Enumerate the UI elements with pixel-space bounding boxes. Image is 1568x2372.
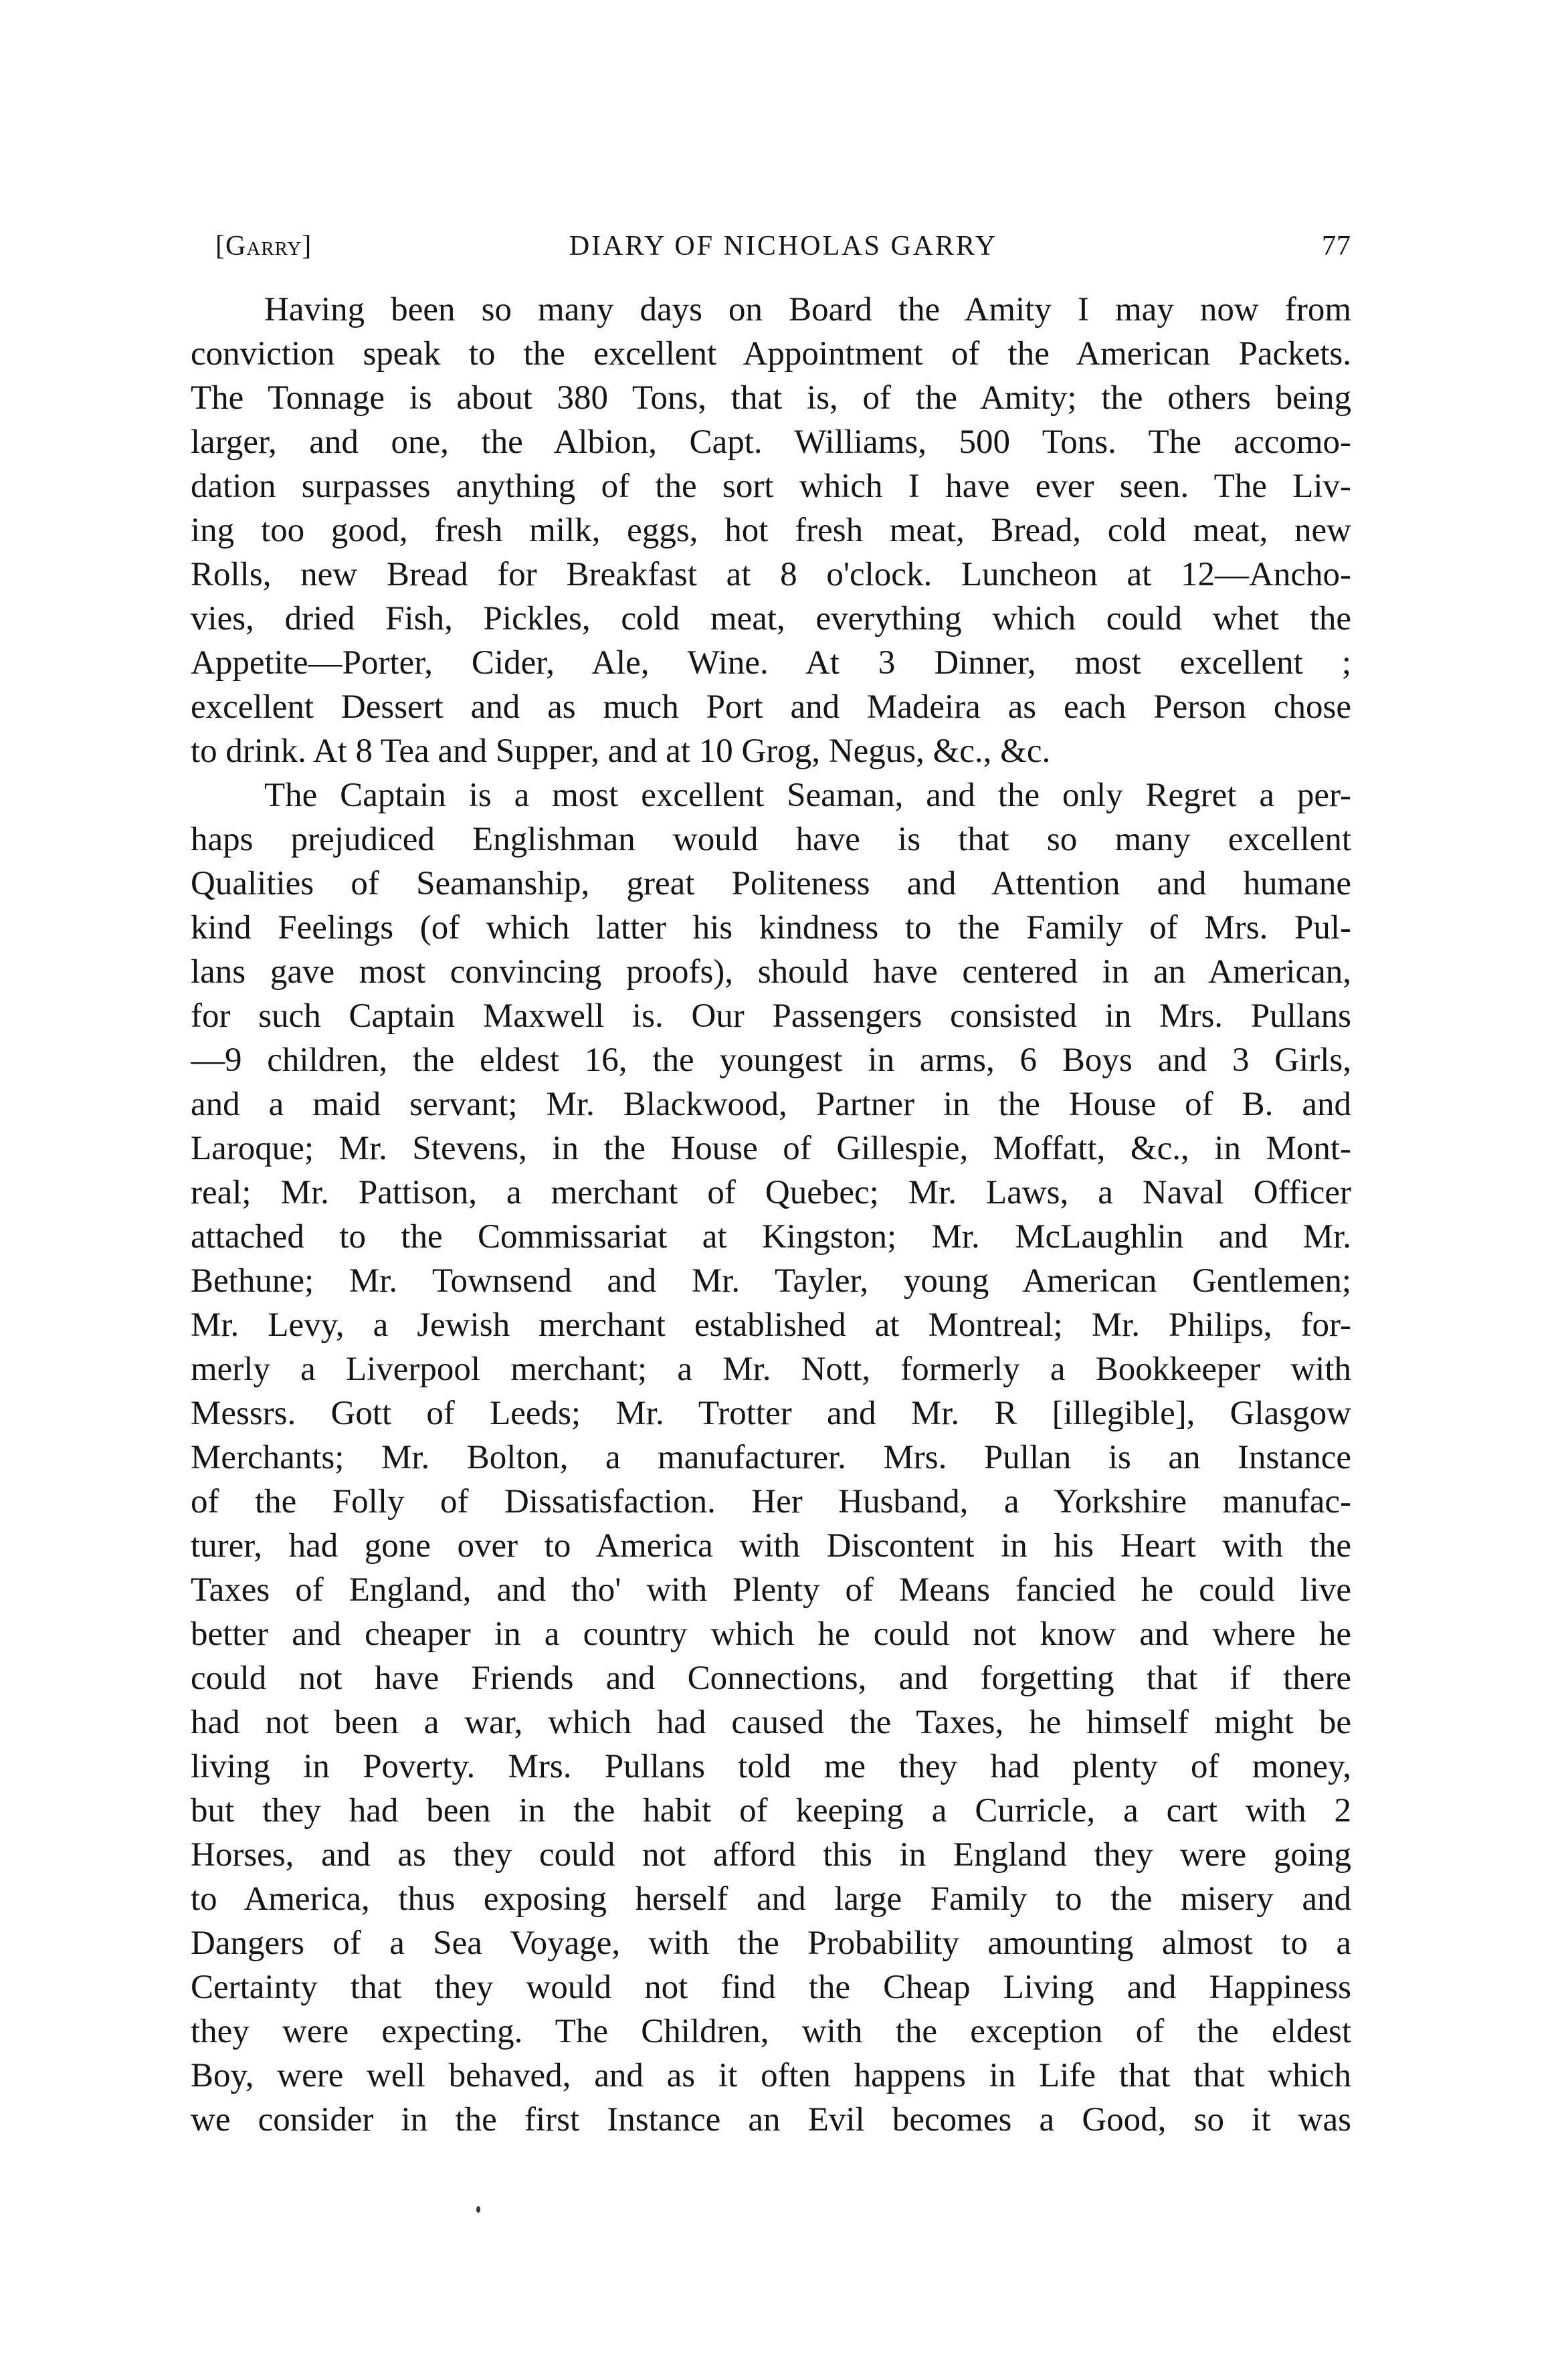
text-line: and a maid servant; Mr. Blackwood, Partner in the House of B. and: [191, 1086, 1351, 1123]
body-text: [191, 288, 1351, 2142]
text-line: Laroque; Mr. Stevens, in the House of Gillespie, Moffatt, &c., in Mont-: [191, 1130, 1351, 1167]
text-line: Dangers of a Sea Voyage, with the Probability amounting almost to a: [191, 1924, 1351, 1962]
text-line: of the Folly of Dissatisfaction. Her Husband, a Yorkshire manufac-: [191, 1483, 1351, 1520]
text-line: they were expecting. The Children, with the exception of the eldest: [191, 2013, 1351, 2050]
running-head-author: [Garry]: [215, 231, 312, 262]
text-line: turer, had gone over to America with Discontent in his Heart with the: [191, 1527, 1351, 1565]
text-line: —9 children, the eldest 16, the youngest in arms, 6 Boys and 3 Girls,: [191, 1042, 1351, 1079]
text-line: merly a Liverpool merchant; a Mr. Nott, formerly a Bookkeeper with: [191, 1351, 1351, 1388]
text-line: Rolls, new Bread for Breakfast at 8 o'clock. Luncheon at 12—Ancho-: [191, 556, 1351, 593]
text-line: haps prejudiced Englishman would have is that so many excellent: [191, 821, 1351, 858]
text-line: The Captain is a most excellent Seaman, and the only Regret a per-: [264, 777, 1351, 814]
text-line: Mr. Levy, a Jewish merchant established at Montreal; Mr. Philips, for-: [191, 1306, 1351, 1344]
text-line: Merchants; Mr. Bolton, a manufacturer. Mrs. Pullan is an Instance: [191, 1439, 1351, 1476]
text-line: better and cheaper in a country which he could not know and where he: [191, 1615, 1351, 1653]
text-line: kind Feelings (of which latter his kindness to the Family of Mrs. Pul-: [191, 909, 1351, 947]
text-line: but they had been in the habit of keeping a Curricle, a cart with 2: [191, 1792, 1351, 1830]
text-line: larger, and one, the Albion, Capt. Williams, 500 Tons. The accomo-: [191, 423, 1351, 461]
print-speck: [476, 2206, 480, 2213]
text-line: could not have Friends and Connections, and forgetting that if there: [191, 1660, 1351, 1697]
text-line: ing too good, fresh milk, eggs, hot fresh meat, Bread, cold meat, new: [191, 512, 1351, 549]
text-line: we consider in the first Instance an Evil becomes a Good, so it was: [191, 2101, 1351, 2139]
text-line: Appetite—Porter, Cider, Ale, Wine. At 3 Dinner, most excellent ;: [191, 644, 1351, 682]
text-line: Messrs. Gott of Leeds; Mr. Trotter and Mr. R [illegible], Glasgow: [191, 1395, 1351, 1432]
text-line: dation surpasses anything of the sort which I have ever seen. The Liv-: [191, 468, 1351, 505]
text-line: The Tonnage is about 380 Tons, that is, of the Amity; the others being: [191, 379, 1351, 417]
text-line: had not been a war, which had caused the Taxes, he himself might be: [191, 1704, 1351, 1741]
text-line: vies, dried Fish, Pickles, cold meat, everything which could whet the: [191, 600, 1351, 637]
text-line: Boy, were well behaved, and as it often happens in Life that that which: [191, 2057, 1351, 2094]
text-line: excellent Dessert and as much Port and Madeira as each Person chose: [191, 688, 1351, 726]
text-line: Certainty that they would not find the Cheap Living and Happiness: [191, 1969, 1351, 2006]
text-line: Horses, and as they could not afford this in England they were going: [191, 1836, 1351, 1874]
text-line: for such Captain Maxwell is. Our Passengers consisted in Mrs. Pullans: [191, 997, 1351, 1035]
text-line: Taxes of England, and tho' with Plenty of Means fancied he could live: [191, 1571, 1351, 1609]
page-number: 77: [1322, 231, 1351, 262]
text-line: Qualities of Seamanship, great Politeness and Attention and humane: [191, 865, 1351, 902]
text-line: Bethune; Mr. Townsend and Mr. Tayler, young American Gentlemen;: [191, 1262, 1351, 1300]
running-head: [215, 226, 1351, 266]
text-line: attached to the Commissariat at Kingston; Mr. McLaughlin and Mr.: [191, 1218, 1351, 1256]
text-line: to drink. At 8 Tea and Supper, and at 10 Grog, Negus, &c., &c.: [191, 732, 1051, 770]
text-line: conviction speak to the excellent Appointment of the American Packets.: [191, 335, 1351, 373]
running-head-title: DIARY OF NICHOLAS GARRY: [569, 231, 998, 262]
text-line: lans gave most convincing proofs), should have centered in an American,: [191, 953, 1351, 991]
text-line: living in Poverty. Mrs. Pullans told me they had plenty of money,: [191, 1748, 1351, 1785]
text-line: real; Mr. Pattison, a merchant of Quebec; Mr. Laws, a Naval Officer: [191, 1174, 1351, 1211]
text-line: to America, thus exposing herself and large Family to the misery and: [191, 1880, 1351, 1918]
text-line: Having been so many days on Board the Amity I may now from: [264, 291, 1351, 328]
